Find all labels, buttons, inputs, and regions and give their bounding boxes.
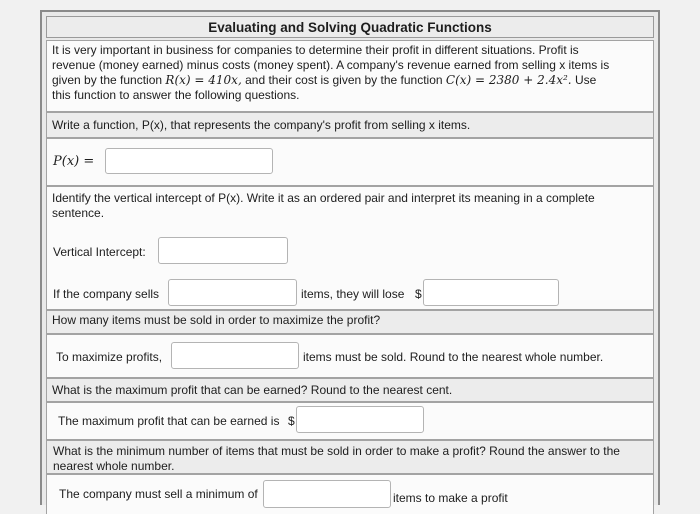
maximize-items-input[interactable] xyxy=(171,342,299,369)
items-sold-input[interactable] xyxy=(168,279,297,306)
minimum-items-after-label: items to make a profit xyxy=(393,491,508,505)
question-1-prompt: Write a function, P(x), that represents the company's profit from selling x items. xyxy=(46,112,654,138)
lose-label: items, they will lose xyxy=(301,287,405,301)
intro-text xyxy=(46,40,654,112)
intro-line-3: given by the function R(x) = 410x, and their cost is given by the function C(x) = 2380 + 2.4x². Use xyxy=(52,73,597,87)
loss-amount-input[interactable] xyxy=(423,279,559,306)
maximize-after-label: items must be sold. Round to the nearest whole number. xyxy=(303,350,604,364)
revenue-function: R(x) = 410x, xyxy=(165,73,242,87)
intro-line-1: It is very important in business for companies to determine their profit in different situations. Profit is xyxy=(52,43,579,57)
intro-line-4: this function to answer the following questions. xyxy=(52,88,300,102)
question-3-prompt: How many items must be sold in order to maximize the profit? xyxy=(46,310,654,334)
question-2-area xyxy=(46,186,654,310)
question-4-prompt: What is the maximum profit that can be earned? Round to the nearest cent. xyxy=(46,378,654,402)
vertical-intercept-input[interactable] xyxy=(158,237,288,264)
dollar-sign: $ xyxy=(288,414,295,428)
intro-line-2: revenue (money earned) minus costs (money spent). A company's revenue earned from selling x items is xyxy=(52,58,610,72)
maximize-label: To maximize profits, xyxy=(56,350,163,364)
vertical-intercept-label: Vertical Intercept: xyxy=(53,245,146,259)
cost-function: C(x) = 2380 + 2.4x². xyxy=(445,73,572,87)
profit-function-input[interactable] xyxy=(105,148,273,174)
sells-label: If the company sells xyxy=(53,287,160,301)
max-profit-input[interactable] xyxy=(296,406,424,433)
dollar-sign: $ xyxy=(415,287,422,301)
question-2-prompt: Identify the vertical intercept of P(x). Write it as an ordered pair and interpret its meaning in a complete sentence. xyxy=(52,191,595,220)
profit-function-label: P(x) = xyxy=(53,154,95,169)
question-4-answer-area xyxy=(46,402,654,440)
question-5-answer-area xyxy=(46,474,654,514)
minimum-items-label: The company must sell a minimum of xyxy=(59,487,258,501)
question-5-prompt: What is the minimum number of items that must be sold in order to make a profit? Round the answer to the nearest whole number. xyxy=(46,440,654,474)
worksheet xyxy=(40,10,660,505)
question-1-answer-area xyxy=(46,138,654,186)
worksheet-title: Evaluating and Solving Quadratic Functions xyxy=(46,16,654,38)
question-3-answer-area xyxy=(46,334,654,378)
max-profit-label: The maximum profit that can be earned is xyxy=(58,414,280,428)
minimum-items-input[interactable] xyxy=(263,480,391,508)
